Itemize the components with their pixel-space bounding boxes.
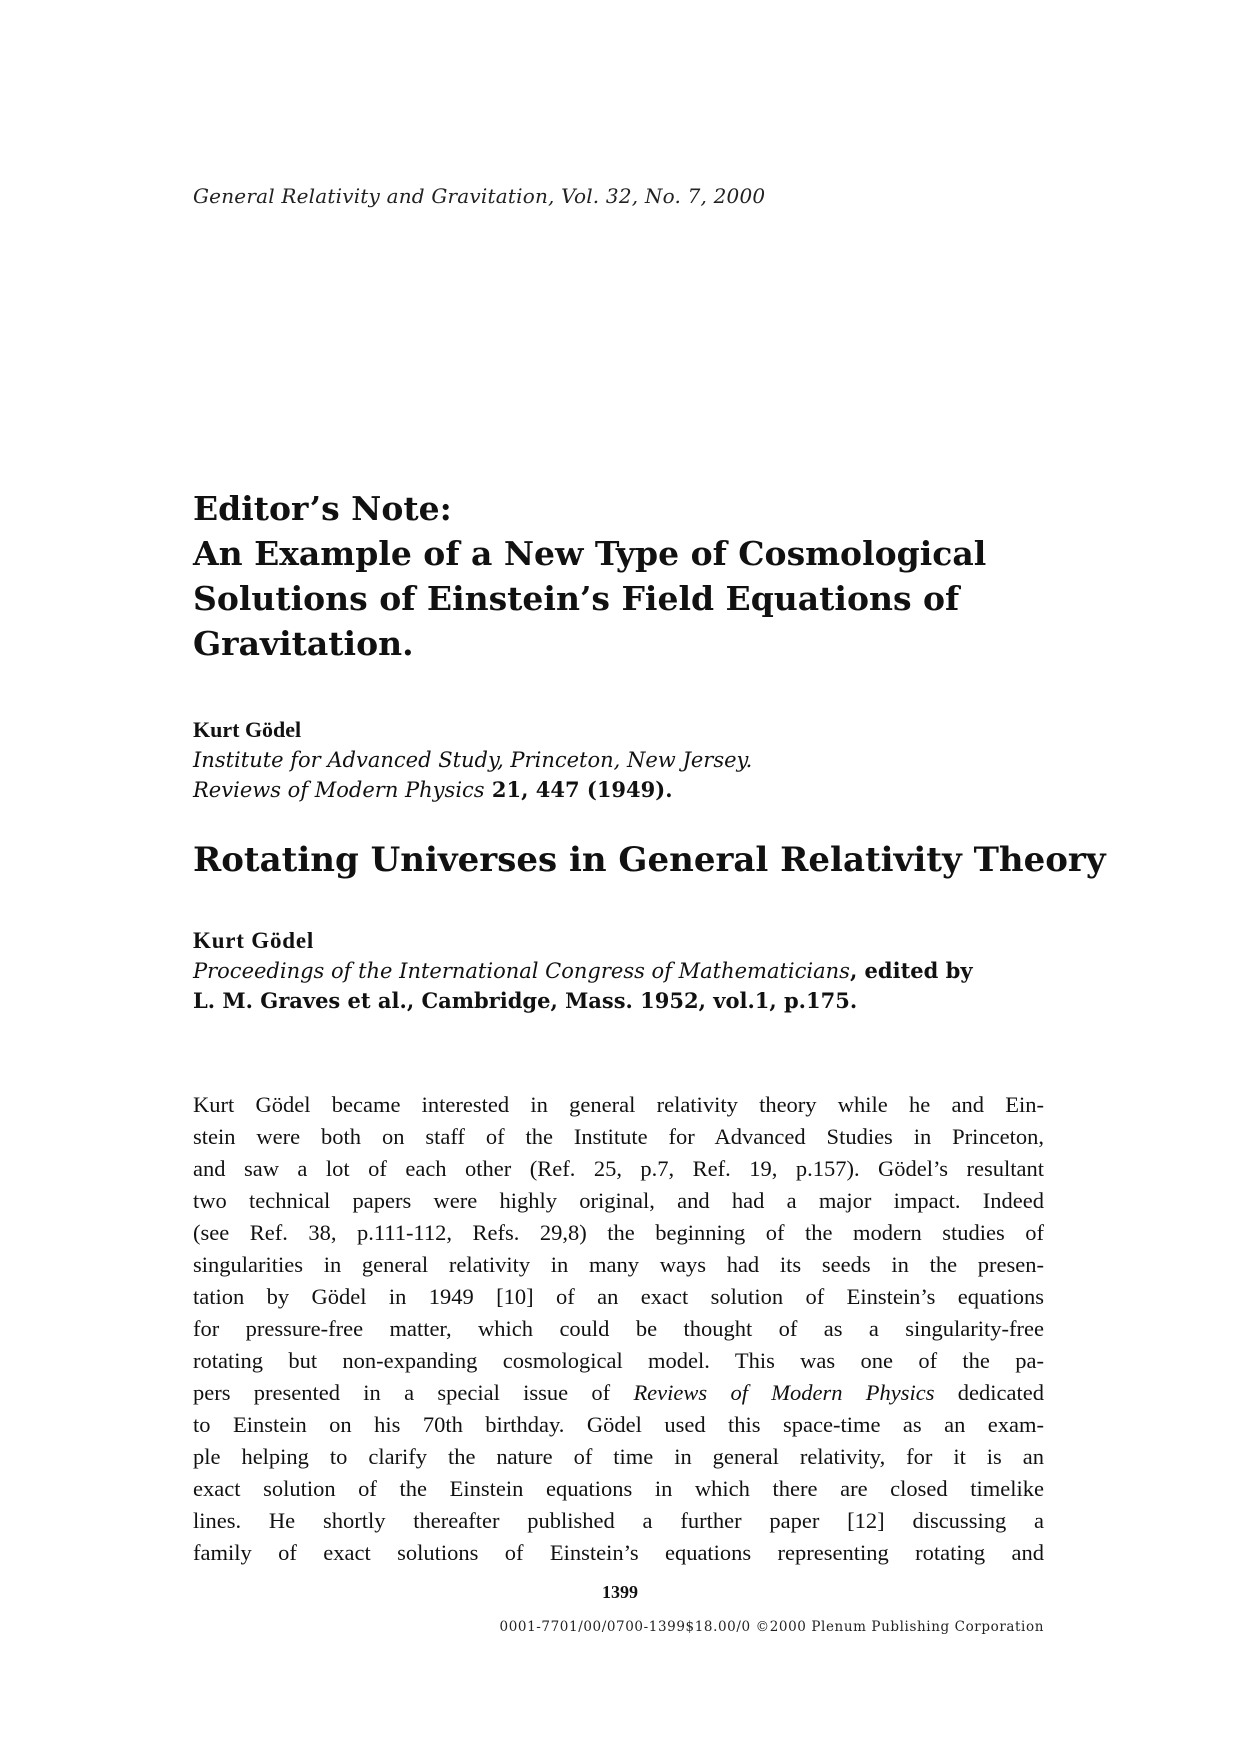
author-affiliation: Institute for Advanced Study, Princeton, New Jersey. [193,748,753,772]
body-line: rotating but non-expanding cosmological model. This was one of the pa- [193,1348,1044,1373]
journal-reference-title: Reviews of Modern Physics [193,778,485,802]
body-line: and saw a lot of each other (Ref. 25, p.7, Ref. 19, p.157). Gödel’s resultant [193,1156,1044,1181]
title-line: Editor’s Note: [193,489,452,528]
title-line: An Example of a New Type of Cosmological [193,534,987,573]
journal-header: General Relativity and Gravitation, Vol. 32, No. 7, 2000 [193,184,766,208]
proceedings-details: L. M. Graves et al., Cambridge, Mass. 1952, vol.1, p.175. [193,988,858,1013]
journal-reference-volume: 21, 447 (1949). [484,777,673,802]
editors-note-title [193,486,1073,666]
body-line: two technical papers were highly original, and had a major impact. Indeed [193,1188,1044,1213]
body-line: exact solution of the Einstein equations in which there are closed timelike [193,1476,1044,1501]
body-line: to Einstein on his 70th birthday. Gödel used this space-time as an exam- [193,1412,1044,1437]
body-line-text: dedicated [934,1380,1044,1405]
title-line: Gravitation. [193,624,414,663]
author-name: Kurt Gödel [193,928,315,953]
body-line: (see Ref. 38, p.111-112, Refs. 29,8) the beginning of the modern studies of [193,1220,1044,1245]
proceedings-title: Proceedings of the International Congress of Mathematicians [193,959,850,983]
second-paper-title: Rotating Universes in General Relativity Theory [193,840,1106,880]
proceedings-editor: , edited by [849,958,973,983]
title-line: Solutions of Einstein’s Field Equations of [193,579,960,618]
page-number: 1399 [602,1582,638,1602]
note-author-block [193,715,752,805]
journal-reference [193,775,752,805]
body-line: singularities in general relativity in many ways had its seeds in the presen- [193,1252,1044,1277]
body-line [193,1377,1044,1409]
body-line: Kurt Gödel became interested in general relativity theory while he and Ein- [193,1092,1044,1117]
copyright-line: 0001-7701/00/0700-1399$18.00/0 ©2000 Plenum Publishing Corporation [499,1619,1044,1635]
second-author-block [193,926,973,1016]
body-line: for pressure-free matter, which could be thought of as a singularity-free [193,1316,1044,1341]
body-line: lines. He shortly thereafter published a further paper [12] discussing a [193,1508,1044,1533]
body-paragraph [193,1089,1044,1569]
body-line-journal-italic: Reviews of Modern Physics [633,1380,935,1405]
author-name: Kurt Gödel [193,717,302,742]
body-line: stein were both on staff of the Institute for Advanced Studies in Princeton, [193,1124,1044,1149]
body-line: family of exact solutions of Einstein’s equations representing rotating and [193,1540,1044,1565]
body-line-text: pers presented in a special issue of [193,1380,634,1405]
body-line: tation by Gödel in 1949 [10] of an exact solution of Einstein’s equations [193,1284,1044,1309]
body-line: ple helping to clarify the nature of time in general relativity, for it is an [193,1444,1044,1469]
proceedings-reference [193,956,973,986]
